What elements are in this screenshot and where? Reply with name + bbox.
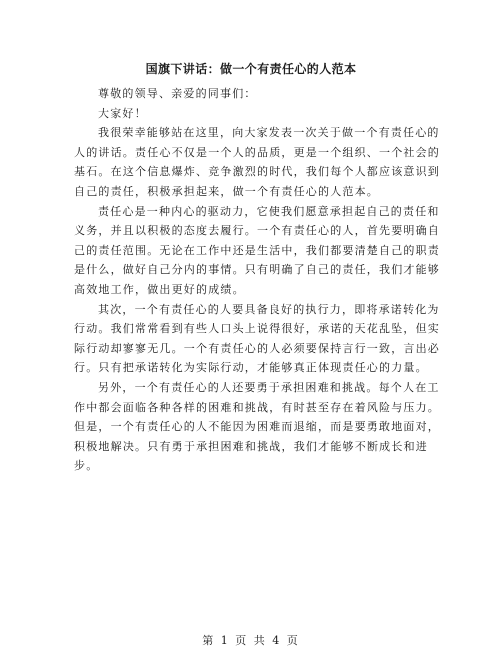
page-number-footer: 第 1 页 共 4 页 — [202, 634, 300, 647]
paragraph-2-line-3: 己的责任范围。无论在工作中还是生活中，我们都要清楚自己的职责 — [74, 243, 440, 257]
paragraph-2-line-1: 责任心是一种内心的驱动力，它使我们愿意承担起自己的责任和 — [98, 204, 440, 218]
document-body — [74, 84, 440, 476]
greeting: 大家好！ — [98, 106, 147, 120]
paragraph-2-line-2: 义务，并且以积极的态度去履行。一个有责任心的人，首先要明确自 — [74, 224, 440, 238]
paragraph-2-line-4: 是什么，做好自己分内的事情。只有明确了自己的责任，我们才能够 — [74, 263, 440, 277]
document-title: 国旗下讲话：做一个有责任心的人范本 — [145, 62, 357, 76]
paragraph-1-line-1: 我很荣幸能够站在这里，向大家发表一次关于做一个有责任心的 — [98, 126, 440, 140]
paragraph-3-line-3: 际行动却寥寥无几。一个有责任心的人必须要保持言行一致，言出必 — [74, 341, 440, 355]
paragraph-3-line-1: 其次，一个有责任心的人要具备良好的执行力，即将承诺转化为 — [98, 302, 440, 316]
paragraph-3-line-2: 行动。我们常常看到有些人口头上说得很好，承诺的天花乱坠，但实 — [74, 322, 440, 336]
paragraph-1-line-4: 自己的责任，积极承担起来，做一个有责任心的人范本。 — [74, 184, 379, 198]
paragraph-3-line-4: 行。只有把承诺转化为实际行动，才能够真正体现责任心的力量。 — [74, 361, 428, 375]
paragraph-1-line-3: 基石。在这个信息爆炸、竞争激烈的时代，我们每个人都应该意识到 — [74, 165, 440, 179]
paragraph-4-line-1: 另外，一个有责任心的人还要勇于承担困难和挑战。每个人在工 — [98, 380, 440, 394]
paragraph-2-line-5: 高效地工作，做出更好的成绩。 — [74, 282, 245, 296]
paragraph-4-line-3: 但是，一个有责任心的人不能因为困难而退缩，而是要勇敢地面对， — [74, 420, 440, 434]
paragraph-1-line-2: 人的讲话。责任心不仅是一个人的品质，更是一个组织、一个社会的 — [74, 145, 440, 159]
paragraph-4-line-2: 作中都会面临各种各样的困难和挑战，有时甚至存在着风险与压力。 — [74, 400, 440, 414]
paragraph-4-line-5: 步。 — [74, 459, 99, 473]
salutation: 尊敬的领导、亲爱的同事们： — [98, 87, 257, 100]
paragraph-4-line-4: 积极地解决。只有勇于承担困难和挑战，我们才能够不断成长和进 — [74, 439, 428, 453]
